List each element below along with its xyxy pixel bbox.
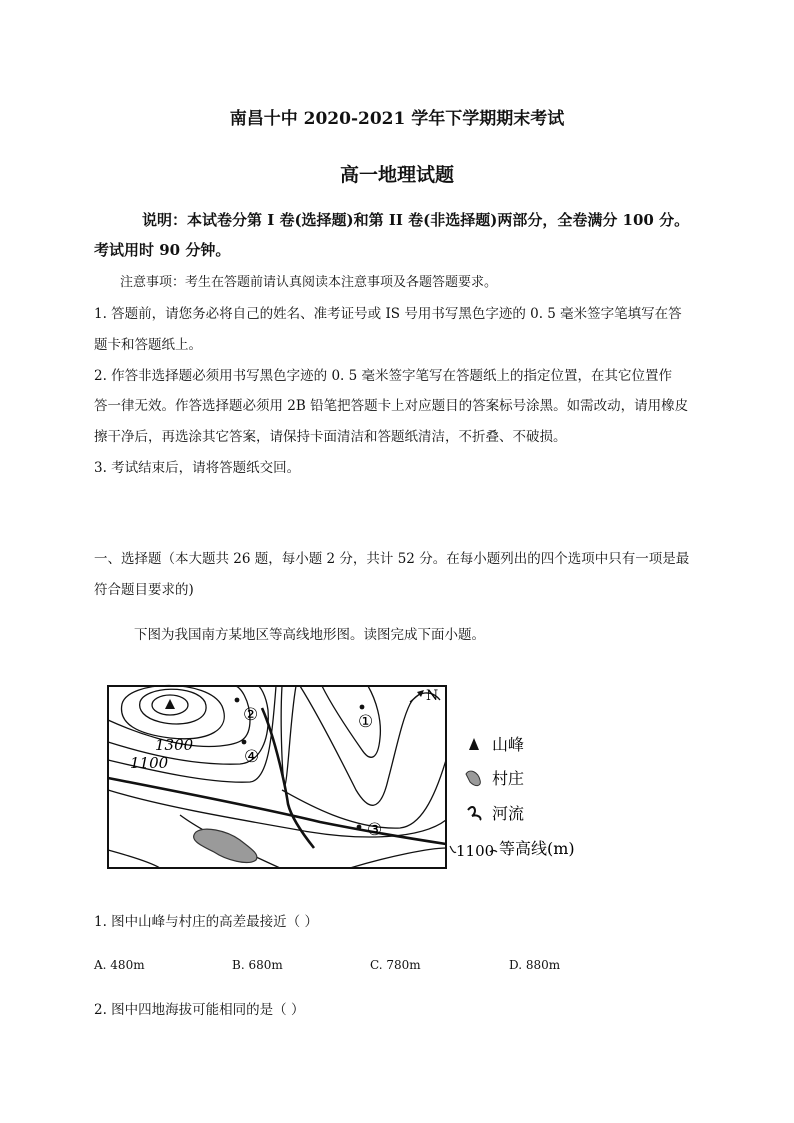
peak-marker: [165, 699, 175, 709]
point-4-dot: [242, 740, 247, 745]
point-2-label: ②: [243, 705, 259, 725]
notice-text: 注意事项：考生在答题前请认真阅读本注意事项及各题答题要求。: [120, 275, 498, 290]
legend-contour-label: 等高线(m): [499, 839, 575, 858]
instruction-item-2c: 擦干净后，再选涂其它答案，请保持卡面清洁和答题纸清洁，不折叠、不破损。: [94, 429, 567, 445]
question-2: 2. 图中四地海拔可能相同的是（ ）: [94, 1002, 305, 1018]
north-label: N: [426, 688, 439, 704]
point-2-dot: [235, 698, 240, 703]
contour-ring-3: [121, 686, 224, 739]
instruction-item-2b: 答一律无效。作答选择题必须用 2B 铅笔把答题卡上对应题目的答案标号涂黑。如需改动，请用橡皮: [94, 398, 689, 414]
legend-river-icon: [468, 807, 481, 820]
legend-peak-label: 山峰: [492, 735, 525, 754]
q1-option-b[interactable]: B. 680m: [232, 958, 283, 972]
instruction-item-1b: 题卡和答题纸上。: [94, 337, 202, 353]
legend-village-label: 村庄: [492, 769, 525, 788]
instructions-line2: 考试用时 90 分钟。: [94, 241, 231, 259]
exam-subtitle: 高一地理试题: [339, 164, 454, 186]
river-lines: [108, 708, 446, 848]
river-tributary: [262, 708, 314, 848]
contour-lines: [108, 686, 446, 869]
contour-ridge-1: [300, 686, 440, 805]
q1-option-a[interactable]: A. 480m: [94, 958, 145, 972]
point-1-label: ①: [358, 712, 374, 732]
instruction-item-3: 3. 考试结束后，请将答题纸交回。: [94, 460, 301, 476]
point-3-dot: [357, 825, 362, 830]
river-main: [108, 778, 446, 844]
village-shape: [194, 829, 257, 862]
section1-heading-b: 符合题目要求的): [94, 582, 194, 598]
section1-heading-a: 一、选择题（本大题共 26 题，每小题 2 分，共计 52 分。在每小题列出的四个选项中只有一项是最: [94, 551, 690, 567]
instructions-line1: 说明：本试卷分第 I 卷(选择题)和第 II 卷(非选择题)两部分，全卷满分 100 分。: [142, 211, 690, 229]
legend-river-label: 河流: [492, 804, 525, 823]
legend-village-icon: [466, 771, 480, 786]
point-1-dot: [360, 705, 365, 710]
exam-title: 南昌十中 2020-2021 学年下学期期末考试: [229, 109, 565, 129]
section1-intro: 下图为我国南方某地区等高线地形图。读图完成下面小题。: [134, 627, 485, 643]
contour-label-1100: 1100: [130, 754, 169, 772]
question-1: 1. 图中山峰与村庄的高差最接近（ ）: [94, 914, 318, 930]
point-3-label: ③: [367, 820, 383, 840]
point-4-label: ④: [244, 747, 260, 767]
contour-map-figure: [100, 680, 610, 875]
q1-option-d[interactable]: D. 880m: [509, 958, 561, 972]
contour-valley-inner: [281, 686, 296, 785]
contour-label-1300: 1300: [155, 736, 194, 754]
instruction-item-2a: 2. 作答非选择题必须用书写黑色字迹的 0. 5 毫米签字笔写在答题纸上的指定位置，在其它位置作: [94, 368, 673, 384]
instruction-item-1a: 1. 答题前，请您务必将自己的姓名、准考证号或 IS 号用书写黑色字迹的 0. 5 毫米签字笔填写在答: [94, 306, 682, 322]
legend-peak-icon: [469, 738, 479, 750]
contour-lower-4: [350, 848, 446, 868]
q1-option-c[interactable]: C. 780m: [370, 958, 421, 972]
contour-lower-5: [108, 850, 160, 868]
legend-contour-value: 1100: [456, 842, 495, 860]
